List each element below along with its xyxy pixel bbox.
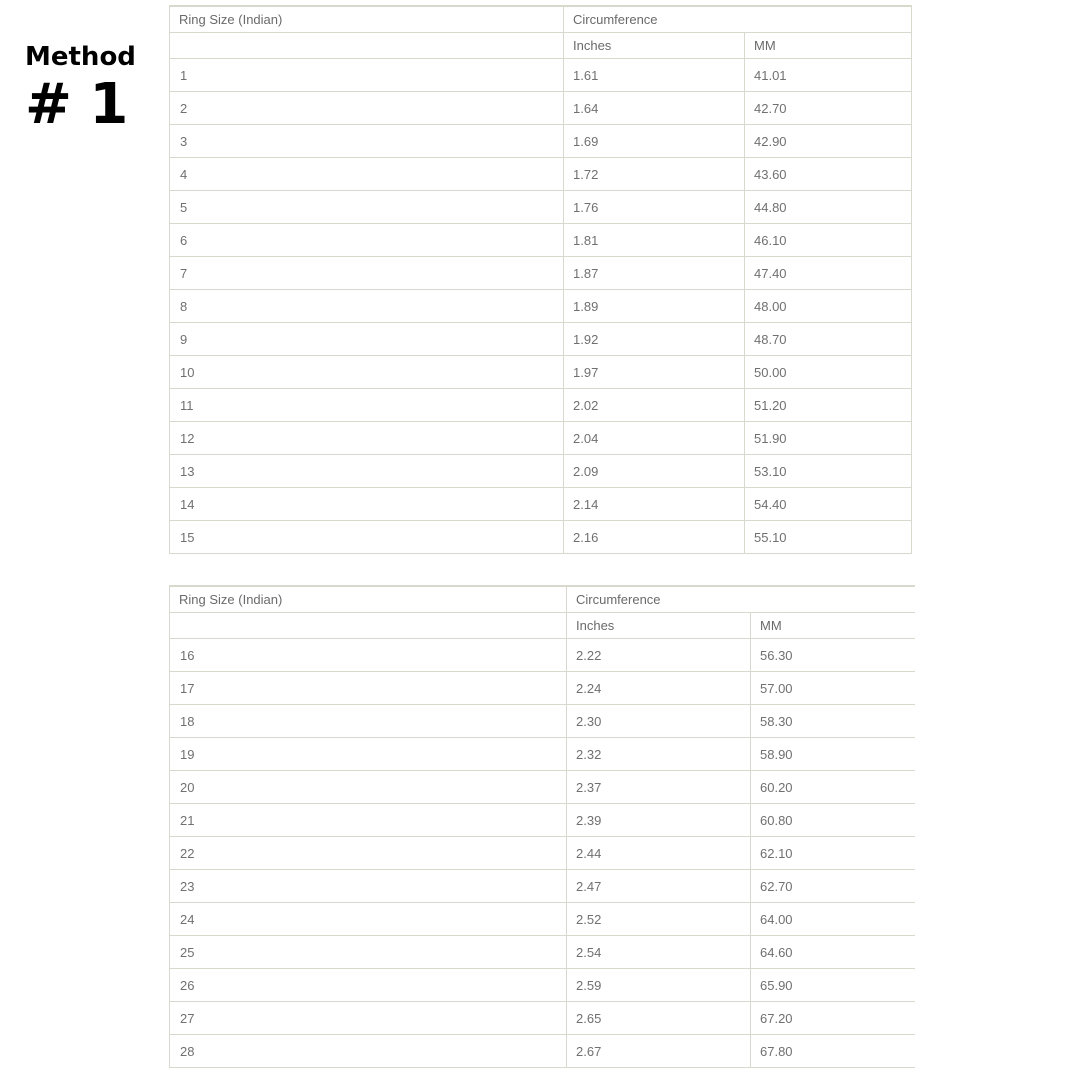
method-label: Method: [25, 42, 136, 72]
mm-cell: 44.80: [745, 191, 912, 224]
mm-cell: 64.00: [751, 903, 915, 936]
ring-size-cell: 28: [170, 1035, 567, 1068]
ring-size-cell: 17: [170, 672, 567, 705]
mm-cell: 53.10: [745, 455, 912, 488]
ring-size-cell: 19: [170, 738, 567, 771]
inches-cell: 2.47: [567, 870, 751, 903]
ring-size-cell: 6: [170, 224, 564, 257]
table-header-row: [170, 6, 912, 33]
mm-cell: 56.30: [751, 639, 915, 672]
empty-header-cell: [170, 613, 567, 639]
mm-cell: 67.20: [751, 1002, 915, 1035]
mm-cell: 60.20: [751, 771, 915, 804]
mm-cell: 54.40: [745, 488, 912, 521]
inches-cell: 2.44: [567, 837, 751, 870]
ring-size-cell: 16: [170, 639, 567, 672]
table-row: [170, 125, 912, 158]
table-row: [170, 837, 915, 870]
mm-cell: 65.90: [751, 969, 915, 1002]
inches-cell: 2.16: [564, 521, 745, 554]
inches-cell: 1.72: [564, 158, 745, 191]
inches-cell: 2.39: [567, 804, 751, 837]
inches-cell: 2.14: [564, 488, 745, 521]
mm-cell: 60.80: [751, 804, 915, 837]
ring-size-cell: 24: [170, 903, 567, 936]
mm-cell: 42.70: [745, 92, 912, 125]
circumference-header: Circumference: [567, 586, 915, 613]
mm-cell: 62.70: [751, 870, 915, 903]
mm-cell: 67.80: [751, 1035, 915, 1068]
inches-header: Inches: [567, 613, 751, 639]
inches-cell: 2.59: [567, 969, 751, 1002]
ring-size-header: Ring Size (Indian): [170, 586, 567, 613]
inches-header: Inches: [564, 33, 745, 59]
ring-size-cell: 3: [170, 125, 564, 158]
mm-cell: 64.60: [751, 936, 915, 969]
inches-cell: 1.89: [564, 290, 745, 323]
ring-size-cell: 12: [170, 422, 564, 455]
table-row: [170, 1035, 915, 1068]
ring-size-cell: 22: [170, 837, 567, 870]
table-header-row: [170, 586, 915, 613]
table-row: [170, 257, 912, 290]
table-row: [170, 422, 912, 455]
mm-cell: 58.30: [751, 705, 915, 738]
ring-size-cell: 11: [170, 389, 564, 422]
inches-cell: 2.04: [564, 422, 745, 455]
ring-size-cell: 10: [170, 356, 564, 389]
table-row: [170, 521, 912, 554]
mm-cell: 55.10: [745, 521, 912, 554]
table-row: [170, 705, 915, 738]
table-subheader-row: [170, 613, 915, 639]
table-row: [170, 389, 912, 422]
table-row: [170, 936, 915, 969]
ring-size-table-2: [169, 585, 915, 1068]
method-number: # 1: [25, 72, 128, 137]
method-heading: [25, 40, 136, 136]
table-row: [170, 804, 915, 837]
table-row: [170, 224, 912, 257]
inches-cell: 2.54: [567, 936, 751, 969]
inches-cell: 1.76: [564, 191, 745, 224]
inches-cell: 2.02: [564, 389, 745, 422]
table-row: [170, 290, 912, 323]
ring-size-cell: 15: [170, 521, 564, 554]
mm-cell: 46.10: [745, 224, 912, 257]
mm-cell: 42.90: [745, 125, 912, 158]
table-row: [170, 771, 915, 804]
inches-cell: 1.61: [564, 59, 745, 92]
inches-cell: 1.87: [564, 257, 745, 290]
mm-cell: 62.10: [751, 837, 915, 870]
inches-cell: 1.97: [564, 356, 745, 389]
ring-size-cell: 14: [170, 488, 564, 521]
mm-cell: 48.00: [745, 290, 912, 323]
ring-size-cell: 1: [170, 59, 564, 92]
mm-header: MM: [751, 613, 915, 639]
inches-cell: 1.81: [564, 224, 745, 257]
ring-size-cell: 13: [170, 455, 564, 488]
mm-cell: 51.90: [745, 422, 912, 455]
table-row: [170, 1002, 915, 1035]
inches-cell: 2.32: [567, 738, 751, 771]
ring-size-cell: 18: [170, 705, 567, 738]
mm-header: MM: [745, 33, 912, 59]
inches-cell: 2.22: [567, 639, 751, 672]
table-row: [170, 92, 912, 125]
ring-size-cell: 21: [170, 804, 567, 837]
ring-size-cell: 23: [170, 870, 567, 903]
inches-cell: 2.24: [567, 672, 751, 705]
ring-size-cell: 26: [170, 969, 567, 1002]
table-body: [170, 59, 912, 554]
inches-cell: 1.69: [564, 125, 745, 158]
table-subheader-row: [170, 33, 912, 59]
ring-size-header: Ring Size (Indian): [170, 6, 564, 33]
table-row: [170, 903, 915, 936]
table-row: [170, 488, 912, 521]
ring-size-cell: 9: [170, 323, 564, 356]
ring-size-cell: 5: [170, 191, 564, 224]
table-row: [170, 323, 912, 356]
mm-cell: 48.70: [745, 323, 912, 356]
mm-cell: 41.01: [745, 59, 912, 92]
inches-cell: 1.92: [564, 323, 745, 356]
ring-size-cell: 2: [170, 92, 564, 125]
ring-size-cell: 7: [170, 257, 564, 290]
ring-size-cell: 8: [170, 290, 564, 323]
inches-cell: 2.09: [564, 455, 745, 488]
mm-cell: 47.40: [745, 257, 912, 290]
mm-cell: 58.90: [751, 738, 915, 771]
table-row: [170, 191, 912, 224]
table-row: [170, 455, 912, 488]
mm-cell: 57.00: [751, 672, 915, 705]
inches-cell: 2.30: [567, 705, 751, 738]
ring-size-cell: 20: [170, 771, 567, 804]
mm-cell: 43.60: [745, 158, 912, 191]
ring-size-cell: 4: [170, 158, 564, 191]
inches-cell: 2.37: [567, 771, 751, 804]
table-row: [170, 672, 915, 705]
inches-cell: 1.64: [564, 92, 745, 125]
ring-size-cell: 27: [170, 1002, 567, 1035]
inches-cell: 2.65: [567, 1002, 751, 1035]
mm-cell: 50.00: [745, 356, 912, 389]
table-row: [170, 969, 915, 1002]
table-row: [170, 158, 912, 191]
ring-size-table-1: [169, 5, 912, 554]
table-row: [170, 639, 915, 672]
table-row: [170, 59, 912, 92]
empty-header-cell: [170, 33, 564, 59]
inches-cell: 2.52: [567, 903, 751, 936]
table-row: [170, 738, 915, 771]
circumference-header: Circumference: [564, 6, 912, 33]
ring-size-cell: 25: [170, 936, 567, 969]
mm-cell: 51.20: [745, 389, 912, 422]
table-row: [170, 870, 915, 903]
table-row: [170, 356, 912, 389]
table-body: [170, 639, 915, 1068]
inches-cell: 2.67: [567, 1035, 751, 1068]
